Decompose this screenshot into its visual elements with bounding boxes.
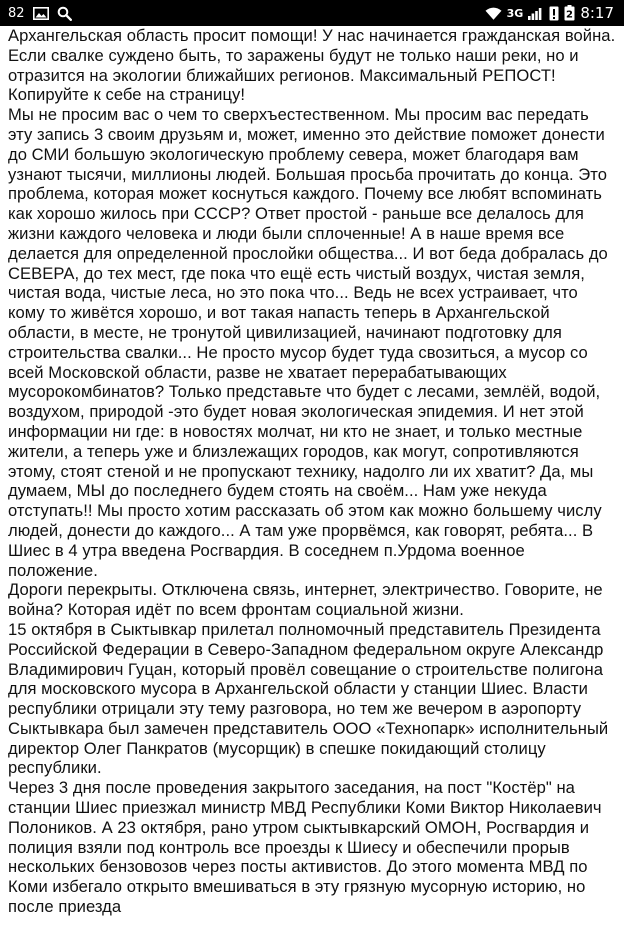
post-paragraph: Дороги перекрыты. Отключена связь, интернет, электричество. Говорите, не война? Которая идёт по всем фронтам социальной жизни. xyxy=(8,580,603,620)
post-body xyxy=(0,26,624,917)
alert-icon xyxy=(549,6,559,21)
battery-level: 2 xyxy=(566,9,574,21)
search-icon xyxy=(57,6,72,21)
battery-icon xyxy=(564,5,575,21)
network-type-label: 3G xyxy=(506,6,524,20)
notification-count: 82 xyxy=(8,5,25,21)
post-content xyxy=(0,26,624,950)
status-bar xyxy=(0,0,624,26)
clock: 8:17 xyxy=(580,4,614,22)
post-paragraph: Архангельская область просит помощи! У нас начинается гражданская война. Если свалке суждено быть, то заражены будут не только наши реки, но и отразится на экологии ближайших регионов. Максимальный РЕПОСТ! Копируйте к себе на страницу! xyxy=(8,26,616,105)
post-paragraph: Мы не просим вас о чем то сверхъестественном. Мы просим вас передать эту запись 3 своим друзьям и, может, именно это действие поможет донести до СМИ большую экологическую проблему севера, может благодаря вам узнают тысячи, миллионы людей. Большая просьба прочитать до конца. Это проблема, которая может коснуться каждого. Почему все любят вспоминать как хорошо жилось при СССР? Ответ простой - раньше все делалось для жизни каждого человека и люди были сплоченные! А в наше время все делается для определенной прослойки общества... И вот беда добралась до СЕВЕРА, до тех мест, где пока что ещё есть чистый воздух, чистая земля, чистая вода, чистые леса, но это пока что... Ведь не всех устраивает, что кому то живётся хорошо, и вот такая напасть теперь в Архангельской области, в месте, не тронутой цивилизацией, начинают подготовку для строительства свалки... Не просто мусор будет туда свозиться, а мусор со всей Московской области, разве не хватает перерабатывающих мусорокомбинатов? Только представьте что будет с лесами, землёй, водой, воздухом, природой -это будет новая экологическая эпидемия. И нет этой информации ни где: в новостях молчат, ни кто не знает, и только местные жители, а теперь уже и близлежащих городов, как могут, сопротивляются этому, стоят стеной и не пропускают технику, надолго ли их хватит? Да, мы думаем, МЫ до последнего будем стоять на своём... Нам уже некуда отступать!! Мы просто хотим рассказать об этом как можно большему числу людей, донести до каждого... А там уже прорвёмся, как говорят, ребята... В Шиес в 4 утра введена Росгвардия. В соседнем п.Урдома военное положение. xyxy=(8,105,608,580)
wifi-icon xyxy=(485,7,502,20)
post-paragraph: 15 октября в Сыктывкар прилетал полномочный представитель Президента Российской Федерации в Северо-Западном федеральном округе Александр Владимирович Гуцан, который провёл совещание о строительстве полигона для московского мусора в Архангельской области у станции Шиес. Власти республики отрицали эту тему разговора, но тем же вечером в аэропорту Сыктывкара был замечен представитель ООО «Технопарк» исполнительный директор Олег Панкратов (мусорщик) в спешке покидающий столицу республики. xyxy=(8,619,609,778)
gallery-icon xyxy=(33,7,49,20)
post-paragraph: Через 3 дня после проведения закрытого заседания, на пост "Костёр" на станции Шиес приезжал министр МВД Республики Коми Виктор Николаевич Полоников. А 23 октября, рано утром сыктывкарский ОМОН, Росгвардия и полиция взяли под контроль все проезды к Шиесу и обеспечили прорыв нескольких бензовозов через посты активистов. До этого момента МВД по Коми избегало открыто вмешиваться в эту грязную мусорную историю, но после приезда xyxy=(8,778,602,917)
signal-strength-icon xyxy=(528,6,544,20)
status-bar-left xyxy=(0,6,72,21)
status-bar-right xyxy=(485,4,624,22)
